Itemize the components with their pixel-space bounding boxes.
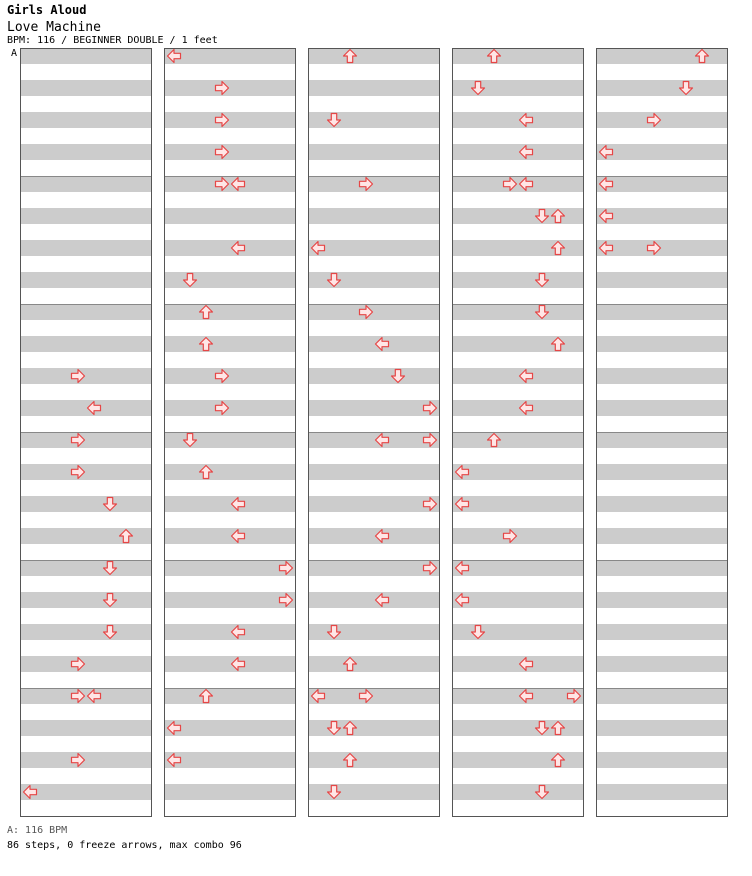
beat-stripe <box>596 112 728 128</box>
beat-stripe <box>164 624 296 640</box>
beat-stripe <box>308 240 440 256</box>
beat-stripe <box>596 656 728 672</box>
beat-stripe <box>308 144 440 160</box>
beat-stripe <box>308 752 440 768</box>
beat-stripe <box>20 752 152 768</box>
beat-stripe <box>452 112 584 128</box>
beat-stripe <box>308 304 440 320</box>
beat-stripe <box>308 560 440 576</box>
beat-stripe <box>164 304 296 320</box>
beat-stripe <box>596 144 728 160</box>
beat-stripe <box>596 688 728 704</box>
beat-stripe <box>308 208 440 224</box>
chart-column-1 <box>20 48 152 817</box>
beat-stripe <box>20 304 152 320</box>
beat-stripe <box>452 784 584 800</box>
bpm-marker-label: A <box>11 48 18 59</box>
beat-stripe <box>452 368 584 384</box>
beat-stripe <box>452 496 584 512</box>
beat-stripe <box>20 688 152 704</box>
beat-stripe <box>20 592 152 608</box>
beat-stripe <box>596 368 728 384</box>
beat-stripe <box>596 400 728 416</box>
beat-stripe <box>20 560 152 576</box>
beat-stripe <box>596 560 728 576</box>
beat-stripe <box>164 240 296 256</box>
beat-stripe <box>596 752 728 768</box>
beat-stripe <box>596 272 728 288</box>
beat-stripe <box>164 208 296 224</box>
beat-stripe <box>164 464 296 480</box>
beat-stripe <box>164 656 296 672</box>
beat-stripe <box>596 720 728 736</box>
beat-stripe <box>164 80 296 96</box>
chart-column-2 <box>164 48 296 817</box>
chart-column-4 <box>452 48 584 817</box>
beat-stripe <box>596 464 728 480</box>
beat-stripe <box>308 432 440 448</box>
beat-stripe <box>20 208 152 224</box>
beat-stripe <box>20 496 152 512</box>
beat-stripe <box>164 48 296 64</box>
beat-stripe <box>308 656 440 672</box>
bpm-legend: A: 116 BPM <box>7 825 68 836</box>
chart-info: BPM: 116 / BEGINNER DOUBLE / 1 feet <box>7 35 218 46</box>
beat-stripe <box>452 144 584 160</box>
beat-stripe <box>20 624 152 640</box>
beat-stripe <box>308 464 440 480</box>
beat-stripe <box>452 272 584 288</box>
beat-stripe <box>452 592 584 608</box>
beat-stripe <box>452 464 584 480</box>
beat-stripe <box>164 176 296 192</box>
beat-stripe <box>20 48 152 64</box>
beat-stripe <box>20 432 152 448</box>
beat-stripe <box>164 368 296 384</box>
beat-stripe <box>596 496 728 512</box>
beat-stripe <box>20 400 152 416</box>
beat-stripe <box>164 528 296 544</box>
beat-stripe <box>452 656 584 672</box>
beat-stripe <box>596 784 728 800</box>
beat-stripe <box>20 464 152 480</box>
beat-stripe <box>20 656 152 672</box>
step-stats: 86 steps, 0 freeze arrows, max combo 96 <box>7 840 242 851</box>
beat-stripe <box>452 176 584 192</box>
song-title: Love Machine <box>7 20 101 35</box>
beat-stripe <box>596 592 728 608</box>
chart-column-3 <box>308 48 440 817</box>
beat-stripe <box>164 720 296 736</box>
beat-stripe <box>20 80 152 96</box>
beat-stripe <box>164 592 296 608</box>
beat-stripe <box>20 720 152 736</box>
beat-stripe <box>596 528 728 544</box>
beat-stripe <box>20 272 152 288</box>
artist-name: Girls Aloud <box>7 3 87 17</box>
beat-stripe <box>596 304 728 320</box>
beat-stripe <box>20 144 152 160</box>
beat-stripe <box>20 112 152 128</box>
beat-stripe <box>452 688 584 704</box>
beat-stripe <box>596 240 728 256</box>
beat-stripe <box>452 432 584 448</box>
beat-stripe <box>452 528 584 544</box>
beat-stripe <box>164 112 296 128</box>
beat-stripe <box>164 560 296 576</box>
beat-stripe <box>164 496 296 512</box>
beat-stripe <box>20 368 152 384</box>
beat-stripe <box>308 336 440 352</box>
beat-stripe <box>20 240 152 256</box>
beat-stripe <box>452 48 584 64</box>
beat-stripe <box>164 688 296 704</box>
beat-stripe <box>308 80 440 96</box>
beat-stripe <box>596 208 728 224</box>
beat-stripe <box>308 48 440 64</box>
beat-stripe <box>596 80 728 96</box>
beat-stripe <box>596 432 728 448</box>
beat-stripe <box>596 176 728 192</box>
beat-stripe <box>164 752 296 768</box>
beat-stripe <box>452 304 584 320</box>
beat-stripe <box>596 336 728 352</box>
beat-stripe <box>308 400 440 416</box>
beat-stripe <box>20 784 152 800</box>
beat-stripe <box>308 528 440 544</box>
beat-stripe <box>308 176 440 192</box>
beat-stripe <box>308 688 440 704</box>
beat-stripe <box>164 400 296 416</box>
beat-stripe <box>308 496 440 512</box>
beat-stripe <box>164 784 296 800</box>
beat-stripe <box>308 368 440 384</box>
beat-stripe <box>20 336 152 352</box>
beat-stripe <box>596 624 728 640</box>
beat-stripe <box>164 336 296 352</box>
beat-stripe <box>164 144 296 160</box>
beat-stripe <box>452 400 584 416</box>
beat-stripe <box>308 592 440 608</box>
beat-stripe <box>452 560 584 576</box>
beat-stripe <box>20 176 152 192</box>
chart-column-5 <box>596 48 728 817</box>
